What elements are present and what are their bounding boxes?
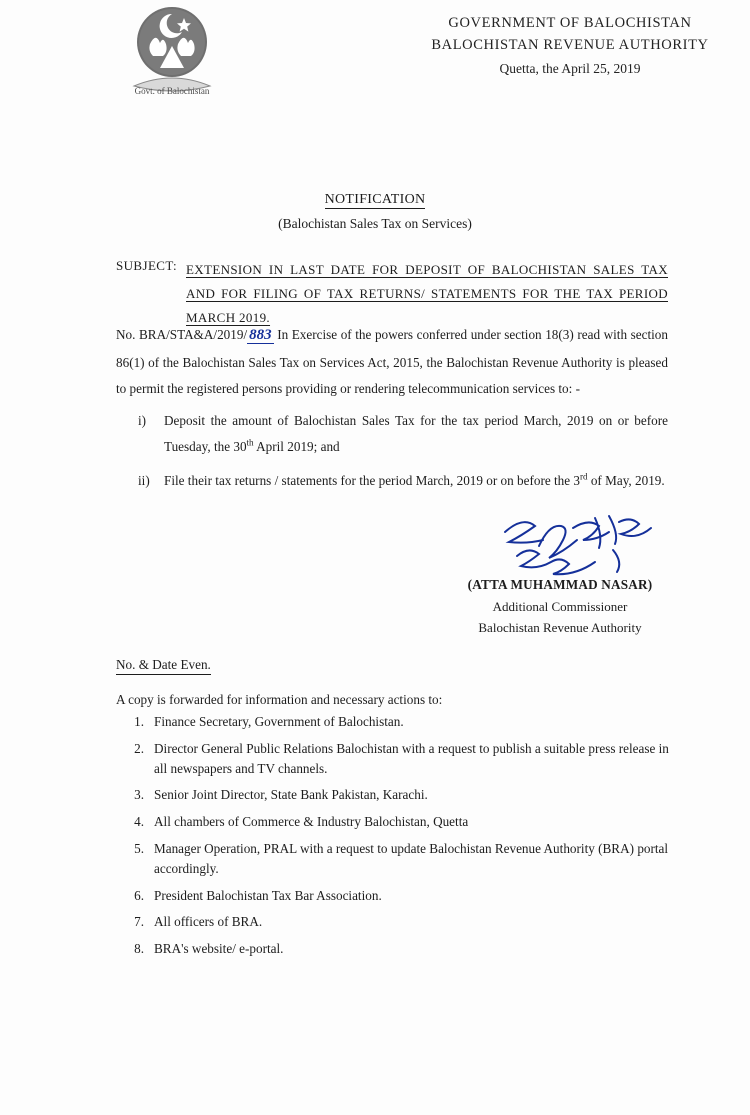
authority-name: BALOCHISTAN REVENUE AUTHORITY (431, 37, 709, 54)
list-item (116, 812, 672, 832)
signatory-organization: Balochistan Revenue Authority (478, 620, 642, 636)
list-item-number: 2. (134, 740, 144, 756)
subject-text: EXTENSION IN LAST DATE FOR DEPOSIT OF BALOCHISTAN SALES TAX AND FOR FILING OF TAX RETURNS/ STATEMENTS FOR THE TAX PERIOD MARCH 2019. (186, 262, 668, 326)
clause-text (164, 408, 668, 459)
list-item-number: 7. (134, 914, 144, 930)
clause-marker: ii) (138, 473, 150, 488)
list-item-text: Finance Secretary, Government of Balochistan. (154, 714, 404, 729)
list-item (116, 785, 672, 805)
list-item-number: 3. (134, 787, 144, 803)
list-item (116, 939, 672, 959)
notification-subtitle: (Balochistan Sales Tax on Services) (278, 216, 472, 231)
list-item-number: 8. (134, 941, 144, 957)
notification-title (0, 192, 750, 208)
list-item (116, 739, 672, 779)
body-paragraph-text: In Exercise of the powers conferred under section 18(3) read with section 86(1) of the Balochistan Sales Tax on Services Act, 2015, the Balochistan Revenue Authority is pleased to permit the registered persons providing or rendering telecommunication services to: - (116, 327, 668, 397)
clause-item (138, 468, 668, 494)
list-item-text: Director General Public Relations Balochistan with a request to publish a suitable press release in all newspapers and TV channels. (154, 740, 669, 776)
list-item (116, 912, 672, 932)
reference-number (116, 327, 274, 342)
signatory-name: (ATTA MUHAMMAD NASAR) (467, 577, 653, 592)
list-item-number: 6. (134, 887, 144, 903)
body-paragraph (116, 320, 668, 403)
list-item-number: 1. (134, 714, 144, 729)
subject-label: SUBJECT: (116, 258, 178, 273)
clause-text (164, 468, 668, 494)
distribution-list (116, 712, 672, 966)
reference-handwritten-number: 883 (249, 327, 272, 343)
notification-title-text: NOTIFICATION (324, 192, 426, 207)
list-item-number: 5. (134, 840, 144, 856)
document-header (420, 12, 720, 80)
list-item-text: All chambers of Commerce & Industry Balochistan, Quetta (154, 814, 469, 830)
signatory-designation: Additional Commissioner (492, 598, 628, 614)
clause-ordinal-suffix: th (246, 437, 254, 448)
list-item (116, 712, 672, 732)
signature-block (400, 574, 720, 639)
clause-item (138, 408, 668, 459)
balochistan-government-crest-icon (130, 0, 214, 110)
reference-prefix: No. BRA/STA&A/2019/ (116, 327, 248, 342)
list-item-text: All officers of BRA. (154, 914, 263, 930)
endorsement-heading: No. & Date Even. (116, 657, 211, 675)
list-item (116, 886, 672, 906)
clause-marker: i) (138, 413, 147, 428)
government-name: GOVERNMENT OF BALOCHISTAN (448, 15, 692, 31)
list-item (116, 839, 672, 879)
list-item-text: Manager Operation, PRAL with a request to update Balochistan Revenue Authority (BRA) portal accordingly. (154, 840, 669, 876)
list-item-text: President Balochistan Tax Bar Association. (154, 887, 382, 903)
list-item-text: BRA's website/ e-portal. (154, 941, 284, 957)
endorsement-intro: A copy is forwarded for information and necessary actions to: (116, 692, 443, 707)
place-and-date: Quetta, the April 25, 2019 (499, 60, 641, 76)
clause-text-before: File their tax returns / statements for the period March, 2019 or on before the 3 (164, 473, 581, 488)
clause-ordinal-suffix: rd (580, 471, 588, 482)
clause-text-before: Deposit the amount of Balochistan Sales Tax for the tax period March, 2019 on or before Tuesday, the 30 (164, 413, 668, 454)
list-item-number: 4. (134, 814, 144, 830)
list-item-text: Senior Joint Director, State Bank Pakistan, Karachi. (154, 787, 428, 803)
crest-caption-text: Govt. of Balochistan (134, 86, 210, 96)
clause-text-after: of May, 2019. (587, 473, 665, 488)
clause-text-after: April 2019; and (253, 438, 340, 454)
